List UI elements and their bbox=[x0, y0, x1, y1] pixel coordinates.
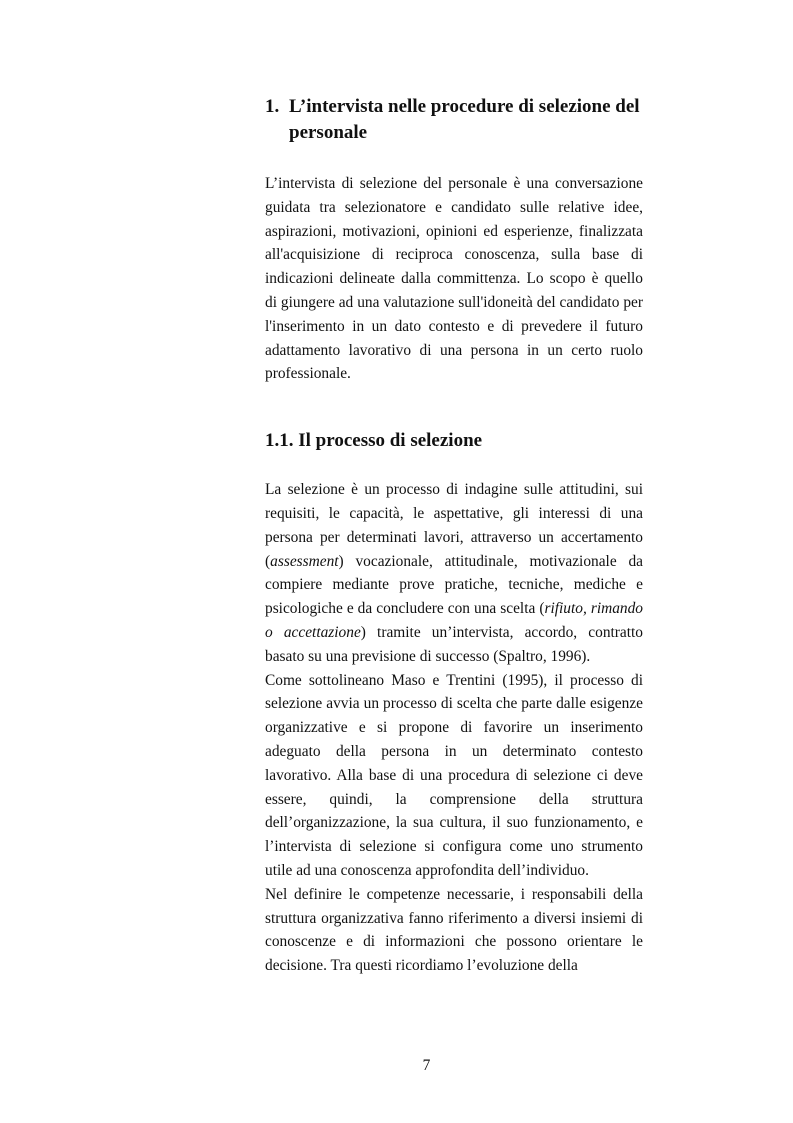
italic-term-outcomes: rifiuto, rimando o accettazione bbox=[265, 600, 643, 641]
maso-trentini-paragraph: Come sottolineano Maso e Trentini (1995), il processo di selezione avvia un processo di scelta che parte dalle esigenze organizzative e si propone di favorire un inserimento adeguato della persona in un determinato contesto lavorativo. Alla base di una procedura di selezione ci deve essere, quindi, la comprensione della struttura dell’organizzazione, la sua cultura, il suo funzionamento, e l’intervista di selezione si configura come uno strumento utile ad una conoscenza approfondita dell’individuo. bbox=[265, 671, 643, 879]
chapter-title: L’intervista nelle procedure di selezione del personale bbox=[289, 96, 640, 143]
paragraph-text: ) vocazionale, attitudinale, motivazionale da compiere mediante prove pratiche, tecniche, mediche e psicologiche e da concludere con una scelta ( bbox=[265, 552, 643, 618]
intro-paragraph: L’intervista di selezione del personale è una conversazione guidata tra selezionatore e candidato sulle relative idee, aspirazioni, motivazioni, opinioni ed esperienze, finalizzata all'acquisizione di reciproca conoscenza, sulla base di indicazioni delineate dalla committenza. Lo scopo è quello di giungere ad una valutazione sull'idoneità del candidato per l'inserimento in un dato contesto e di prevedere il futuro adattamento lavorativo di una persona in un certo ruolo professionale. bbox=[265, 175, 643, 383]
page-content bbox=[265, 94, 643, 978]
page-number: 7 bbox=[422, 1057, 431, 1074]
paragraph-text: ) tramite un’intervista, accordo, contratto basato su una previsione di successo (Spaltro, 1996). bbox=[265, 623, 643, 665]
paragraph-text: La selezione è un processo di indagine sulle attitudini, sui requisiti, le capacità, le aspettative, gli interessi di una persona per determinati lavori, attraverso un accertamento ( bbox=[265, 481, 643, 570]
chapter-heading bbox=[265, 94, 643, 146]
chapter-number: 1. bbox=[265, 96, 280, 117]
competences-paragraph: Nel definire le competenze necessarie, i responsabili della struttura organizzativa fanno riferimento a diversi insiemi di conoscenze e di informazioni che possono orientare le decisione. Tra questi ricordiamo l’evoluzione della bbox=[265, 885, 643, 975]
section-heading: 1.1. Il processo di selezione bbox=[265, 430, 483, 452]
italic-term-assessment: assessment bbox=[270, 552, 339, 570]
selection-definition-paragraph bbox=[265, 478, 643, 668]
